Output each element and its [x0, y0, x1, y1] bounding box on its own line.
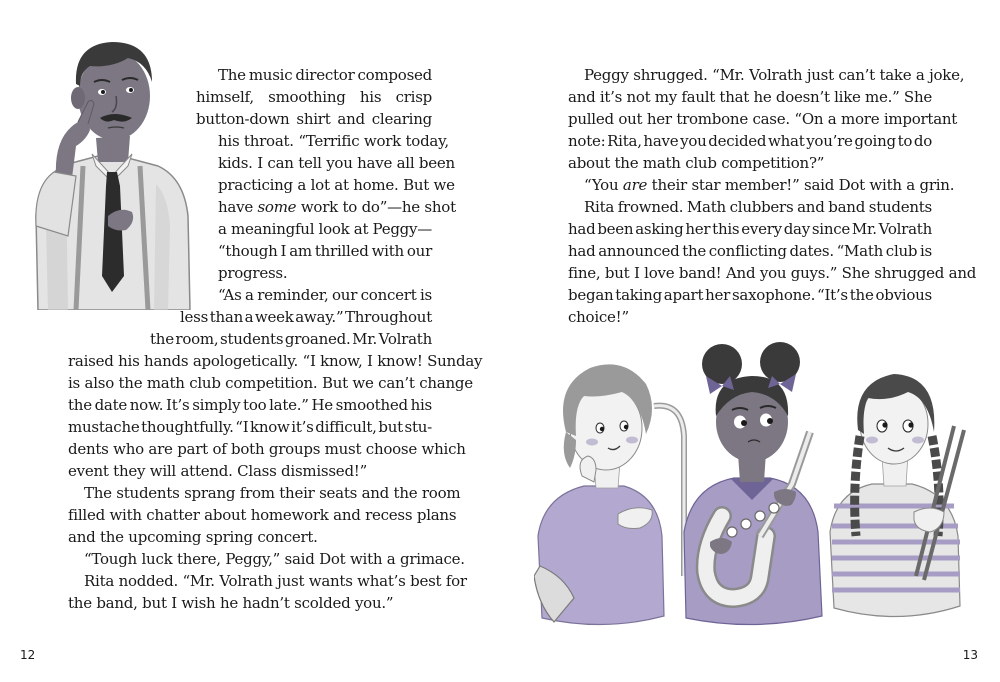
text-line: pulled out her trombone case. “On a more important — [568, 110, 958, 128]
text-line: had announced the conflicting dates. “Math club is — [568, 242, 932, 260]
page-number-left: 12 — [20, 648, 36, 662]
text-line: began taking apart her saxophone. “It’s the obvious — [568, 286, 932, 304]
text-line: kids. I can tell you have all been — [218, 154, 455, 172]
text-line: the band, but I wish he hadn’t scolded you.” — [68, 594, 394, 612]
italic-word: are — [622, 176, 648, 194]
text-line: less than a week away.” Throughout — [180, 308, 432, 326]
text-line: the room, students groaned. Mr. Volrath — [150, 330, 432, 348]
text-line: The students sprang from their seats and the room — [84, 484, 461, 502]
text-line: “As a reminder, our concert is — [218, 286, 432, 304]
text-line: dents who are part of both groups must choose which — [68, 440, 466, 458]
text-line: his throat. “Terrific work today, — [218, 132, 449, 150]
text-span: work to do”—he shot — [296, 198, 456, 216]
text-line: himself, smoothing his crisp — [196, 88, 432, 106]
text-span: “You — [584, 176, 623, 194]
text-line: fine, but I love band! And you guys.” She shrugged and — [568, 264, 977, 282]
text-line: The music director composed — [218, 66, 432, 84]
right-page — [500, 0, 1000, 682]
text-line: had been asking her this every day since Mr. Volrath — [568, 220, 932, 238]
three-friends-with-instruments-illustration — [534, 336, 974, 626]
text-line: progress. — [218, 264, 288, 282]
text-line: raised his hands apologetically. “I know, I know! Sunday — [68, 352, 483, 370]
text-span: their star member!” said Dot with a grin. — [647, 176, 955, 194]
text-line: about the math club competition?” — [568, 154, 825, 172]
text-line — [218, 196, 456, 218]
text-line — [584, 174, 954, 196]
text-line: and the upcoming spring concert. — [68, 528, 318, 546]
text-line: event they will attend. Class dismissed!” — [68, 462, 367, 480]
text-line: “Tough luck there, Peggy,” said Dot with a grimace. — [84, 550, 465, 568]
music-director-illustration — [28, 26, 198, 310]
text-line: choice!” — [568, 308, 629, 326]
text-line: Rita nodded. “Mr. Volrath just wants what’s best for — [84, 572, 467, 590]
text-line: “though I am thrilled with our — [218, 242, 432, 260]
page-number-right: 13 — [962, 648, 978, 662]
text-line: and it’s not my fault that he doesn’t like me.” She — [568, 88, 932, 106]
text-line: filled with chatter about homework and recess plans — [68, 506, 457, 524]
text-line: a meaningful look at Peggy— — [218, 220, 432, 238]
text-span: have — [218, 198, 258, 216]
text-line: is also the math club competition. But we can’t change — [68, 374, 473, 392]
italic-word: some — [257, 198, 297, 216]
text-line: Peggy shrugged. “Mr. Volrath just can’t take a joke, — [584, 66, 965, 84]
text-line: button-down shirt and clearing — [196, 110, 432, 128]
text-line: the date now. It’s simply too late.” He smoothed his — [68, 396, 432, 414]
text-line: practicing a lot at home. But we — [218, 176, 455, 194]
text-line: mustache thoughtfully. “I know it’s difficult, but stu- — [68, 418, 432, 436]
text-line: note: Rita, have you decided what you’re going to do — [568, 132, 932, 150]
text-line: Rita frowned. Math clubbers and band students — [584, 198, 932, 216]
